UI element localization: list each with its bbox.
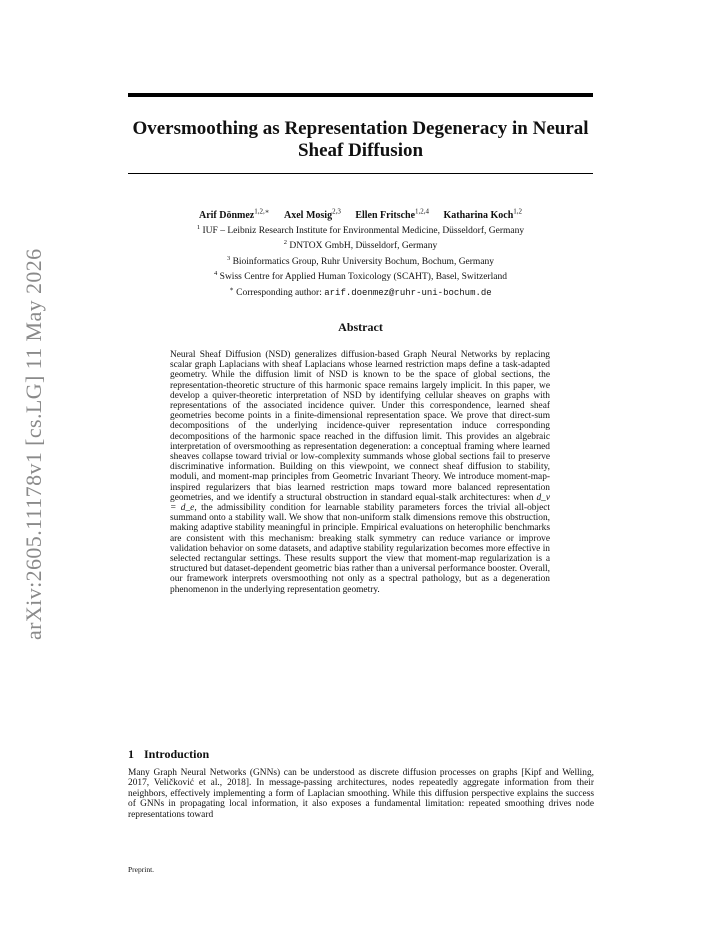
footer-note: Preprint. — [128, 865, 155, 874]
abstract-body: Neural Sheaf Diffusion (NSD) generalizes diffusion-based Graph Neural Networks by replacing scalar graph Laplacians with sheaf Laplacians whose learned restriction maps define a task-adapted geometry. While the diffusion limit of NSD is known to be the space of global sections, the representation-theoretic structure of this harmonic space remains largely implicit. In this paper, we develop a quiver-theoretic interpretation of NSD by identifying cellular sheaves on graphs with representations of the associated incidence quiver. Under this correspondence, learned sheaf geometries become points in a finite-dimensional representation space. We prove that direct-sum decompositions of the underlying incidence-quiver representation induce corresponding decompositions of the harmonic space reached in the diffusion limit. This provides an algebraic interpretation of oversmoothing as representation degeneration: a conceptual framing where learned sheaves collapse toward trivial or low-complexity summands whose global sections fail to preserve discriminative information. Building on this viewpoint, we connect sheaf diffusion to stability, moduli, and moment-map principles from Geometric Invariant Theory. We introduce moment-map-inspired regularizers that bias learned restriction maps toward more balanced representation geometries, and we identify a structural obstruction in standard equal-stalk architectures: when d_v = d_e, the admissibility condition for learnable stability parameters forces the trivial all-object summand onto a stability wall. We show that non-uniform stalk dimensions remove this obstruction, making adaptive stability meaningful in principle. Empirical evaluations on heterophilic benchmarks are consistent with this mechanism: breaking stalk symmetry can reduce variance or improve validation behavior on some datasets, and adaptive stability regularization becomes more effective in selected rectangular settings. These results support the view that moment-map regularization is a structured but dataset-dependent geometric bias rather than a universal performance booster. Overall, our framework interprets oversmoothing not only as a spectral pathology, but as a degeneration phenomenon in the underlying representation geometry. — [170, 350, 551, 595]
affiliations — [128, 222, 593, 299]
author: Katharina Koch$^{1,2}$ — [443, 208, 523, 222]
arxiv-stamp: arXiv:2605.11178v1 [cs.LG] 11 May 2026 — [21, 248, 46, 640]
email-link[interactable]: arif.doenmez@ruhr-uni-bochum.de — [324, 287, 492, 298]
section-heading: 1 Introduction — [128, 747, 210, 761]
corresponding-author: ∗ Corresponding author: arif.doenmez@ruhr-uni-bochum.de — [229, 285, 492, 298]
author: Axel Mosig$^{2,3}$ — [284, 208, 341, 222]
author: Arif Dönmez$^{1,2,∗}$ — [198, 208, 270, 222]
affiliation: $^1$ IUF – Leibniz Research Institute for Environmental Medicine, Düsseldorf, Germany — [196, 224, 525, 237]
author: Ellen Fritsche$^{1,2,4}$ — [355, 208, 430, 222]
author-list — [128, 206, 593, 222]
abstract-heading: Abstract — [338, 320, 383, 334]
intro-paragraph: Many Graph Neural Networks (GNNs) can be understood as discrete diffusion processes on graphs [Kipf and Welling, 2017, Veličković et al., 2018]. In message-passing architectures, nodes repeatedly aggregate information from their neighbors, effectively implementing a form of Laplacian smoothing. While this diffusion perspective explains the success of GNNs in propagating local information, it also exposes a fundamental limitation: repeated smoothing drives node representations toward — [128, 768, 594, 820]
title-top-rule — [128, 93, 593, 97]
paper-title: Oversmoothing as Representation Degeneracy in Neural Sheaf Diffusion — [132, 118, 589, 161]
affiliation: $^4$ Swiss Centre for Applied Human Toxicology (SCAHT), Basel, Switzerland — [214, 270, 507, 283]
affiliation: $^3$ Bioinformatics Group, Ruhr University Bochum, Bochum, Germany — [226, 254, 495, 268]
title-bottom-rule — [128, 173, 593, 174]
math-inline: d_v = d_e — [170, 492, 551, 514]
affiliation: $^2$ DNTOX GmbH, Düsseldorf, Germany — [283, 239, 438, 252]
